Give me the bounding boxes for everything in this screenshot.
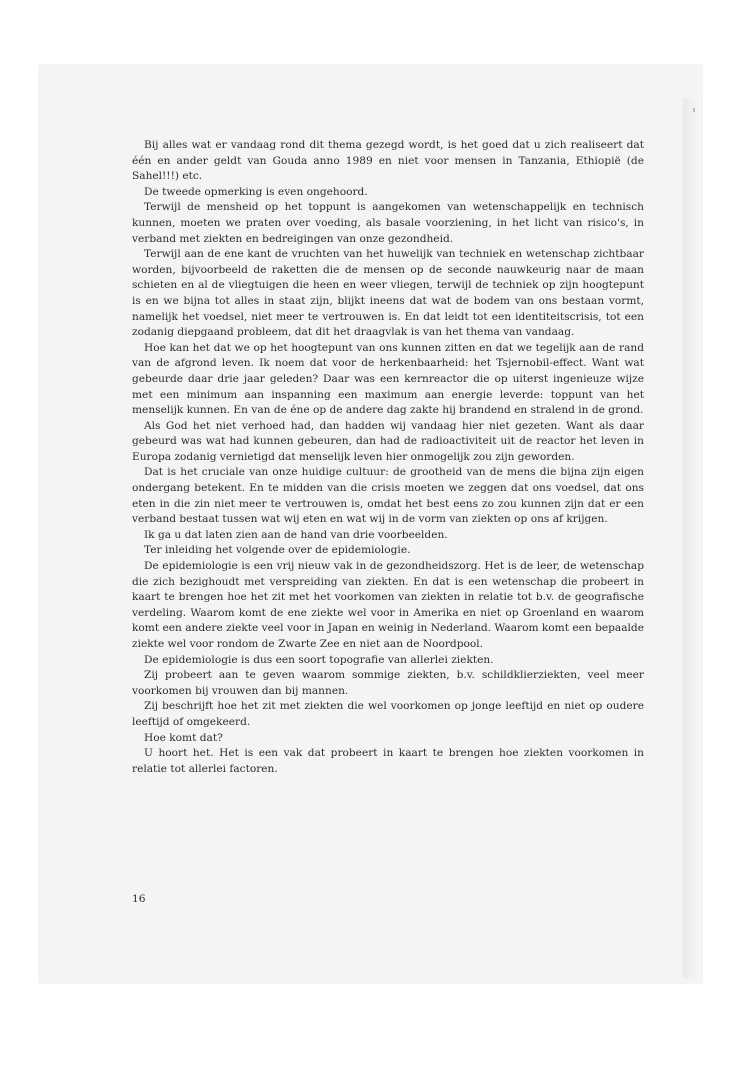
paragraph: Bij alles wat er vandaag rond dit thema gezegd wordt, is het goed dat u zich realiseert dat één en ander geldt van Gouda anno 1989 en niet voor mensen in Tanzania, Ethiopië (de Sahel!!!) etc. — [132, 139, 644, 183]
paragraph: Als God het niet verhoed had, dan hadden wij vandaag hier niet gezeten. Want als daar gebeurd was wat had kunnen gebeuren, dan had de radioactiviteit uit de reactor het leven in Europa zodanig vernietigd dat menselijk leven hier onmogelijk zou zijn geworden. — [132, 419, 644, 463]
paragraph: De epidemiologie is een vrij nieuw vak in de gezondheidszorg. Het is de leer, de wetenschap die zich bezighoudt met verspreiding van ziekten. En dat is een wetenschap die probeert in kaart te brengen hoe het zit met het voorkomen van ziekten in relatie tot b.v. de geografische verdeling. Waarom komt de ene ziekte wel voor in Amerika en niet op Groenland en waarom komt een andere ziekte veel voor in Japan en weinig in Nederland. Waarom komt een bepaalde ziekte wel voor rondom de Zwarte Zee en niet aan de Noordpool. — [132, 560, 644, 650]
paper-edge — [683, 98, 701, 978]
scan-mark — [693, 108, 695, 112]
paragraph: De tweede opmerking is even ongehoord. — [144, 185, 368, 198]
paragraph: Dat is het cruciale van onze huidige cultuur: de grootheid van de mens die bijna zijn eigen ondergang betekent. En te midden van die crisis moeten we zeggen dat ons voedsel, dat ons eten in die zin niet meer te vertrouwen is, omdat het best eens zo zou kunnen zijn dat er een verband bestaat tussen wat wij eten en wat wij in de vorm van ziekten op ons af krijgen. — [132, 466, 644, 526]
paragraph: Terwijl aan de ene kant de vruchten van het huwelijk van techniek en wetenschap zichtbaar worden, bijvoorbeeld de raketten die de mensen op de seconde nauwkeurig naar de maan schieten en al de vliegtuigen die heen en weer vliegen, terwijl de techniek op zijn hoogtepunt is en we bijna tot alles in staat zijn, blijkt ineens dat wat de bodem van ons bestaan vormt, namelijk het voedsel, niet meer te vertrouwen is. En dat leidt tot een identiteitscrisis, tot een zodanig diepgaand probleem, dat dit het draagvlak is van het thema van vandaag. — [132, 248, 644, 339]
paragraph: De epidemiologie is dus een soort topografie van allerlei ziekten. — [144, 653, 494, 666]
paragraph: Terwijl de mensheid op het toppunt is aangekomen van wetenschappelijk en technisch kunnen, moeten we praten over voeding, als basale voorziening, in het licht van risico's, in verband met ziekten en bedreigingen van onze gezondheid. — [132, 201, 644, 245]
page-number: 16 — [132, 893, 146, 905]
paragraph: Ter inleiding het volgende over de epidemiologie. — [144, 544, 411, 557]
page-body — [132, 138, 644, 777]
paragraph: Hoe kan het dat we op het hoogtepunt van ons kunnen zitten en dat we tegelijk aan de rand van de afgrond leven. Ik noem dat voor de herkenbaarheid: het Tsjernobil-effect. Want wat gebeurde daar drie jaar geleden? Daar was een kernreactor die op uiterst ingenieuze wijze met een minimum aan inspanning een maximum aan energie leverde: toppunt van het menselijk kunnen. En van de éne op de andere dag zakte hij brandend en stralend in de grond. — [132, 341, 644, 417]
paragraph: Zij beschrijft hoe het zit met ziekten die wel voorkomen op jonge leeftijd en niet op oudere leeftijd of omgekeerd. — [132, 700, 644, 728]
paragraph: Hoe komt dat? — [144, 731, 223, 744]
paragraph: Ik ga u dat laten zien aan de hand van drie voorbeelden. — [144, 528, 448, 541]
paragraph: Zij probeert aan te geven waarom sommige ziekten, b.v. schildklierziekten, veel meer voorkomen bij vrouwen dan bij mannen. — [132, 669, 644, 697]
paragraph: U hoort het. Het is een vak dat probeert in kaart te brengen hoe ziekten voorkomen in relatie tot allerlei factoren. — [132, 747, 644, 775]
